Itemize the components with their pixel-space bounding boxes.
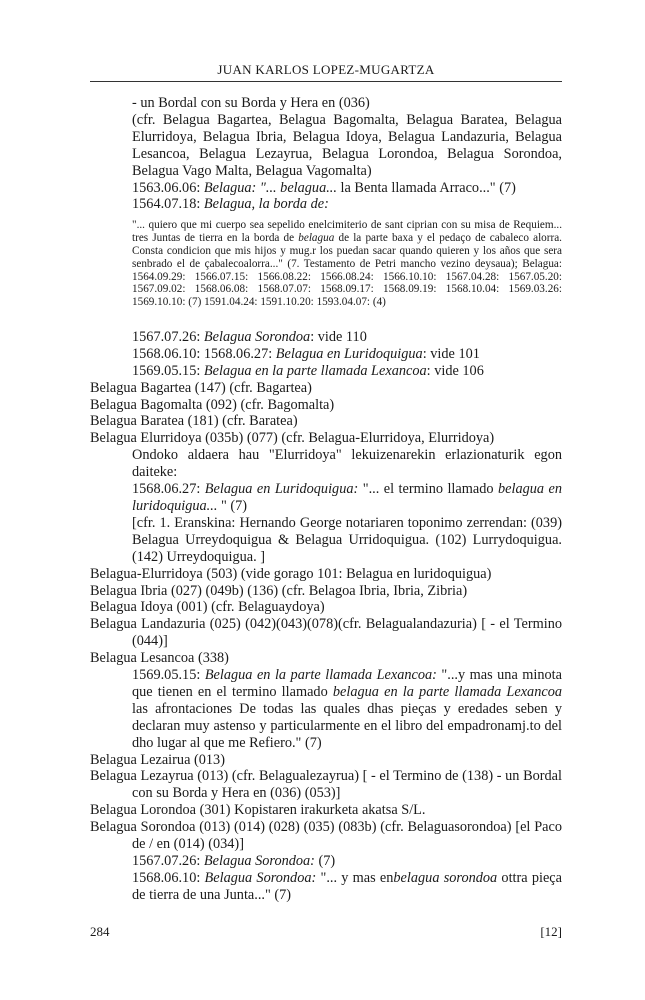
running-header: JUAN KARLOS LOPEZ-MUGARTZA <box>217 62 435 77</box>
entry-line: 1569.05.15: Belagua en la parte llamada Lexancoa: vide 106 <box>132 362 484 379</box>
entry-heading: Belagua Landazuria (025) (042)(043)(078)(cfr. Belagualandazuria) [ - el Termino (044)] <box>90 616 562 650</box>
entry-heading: Belagua Bagartea (147) (cfr. Bagartea) <box>90 379 312 396</box>
entry-heading: Belagua Idoya (001) (cfr. Belaguaydoya) <box>90 599 325 616</box>
page-number: 284 <box>90 924 110 939</box>
entry-line: 1568.06.27: Belagua en Luridoquigua: "... el termino llamado belagua en luridoquigua... " (7) <box>132 481 562 514</box>
entry-heading: Belagua Lesancoa (338) <box>90 650 229 667</box>
entry-heading: Belagua Lezayrua (013) (cfr. Belagualezayrua) [ - el Termino de (138) - un Bordal con su Borda y Hera en (036) (053)] <box>90 768 562 802</box>
entry-line: Ondoko aldaera hau "Elurridoya" lekuizenarekin erlazionaturik egon daiteke: <box>132 447 562 481</box>
entry-line: 1567.07.26: Belagua Sorondoa: vide 110 <box>132 328 367 345</box>
entry-heading: Belagua Elurridoya (035b) (077) (cfr. Belagua-Elurridoya, Elurridoya) <box>90 430 495 447</box>
entry-line: 1563.06.06: Belagua: "... belagua... la Benta llamada Arraco..." (7) <box>132 179 516 196</box>
header-rule <box>90 81 562 82</box>
entry-line: - un Bordal con su Borda y Hera en (036) <box>132 95 370 111</box>
entry-line: 1567.07.26: Belagua Sorondoa: (7) <box>132 853 336 870</box>
entry-heading: Belagua-Elurridoya (503) (vide gorago 101: Belagua en luridoquigua) <box>90 565 492 582</box>
body-text <box>90 95 562 904</box>
entry-line: 1568.06.10: Belagua Sorondoa: "... y mas enbelagua sorondoa ottra pieça de tierra de una Junta..." (7) <box>132 869 562 903</box>
entry-line: 1569.05.15: Belagua en la parte llamada Lexancoa: "...y mas una minota que tienen en el termino llamado belagua en la parte llamada Lexancoa las afrontaciones De todas las quales dhas pieças y eredades seben y declaran muy astenso y particularmente en el libro del empadronamj.to del dho lugar al que me Refiero." (7) <box>132 667 563 751</box>
entry-line: [cfr. 1. Eranskina: Hernando George notariaren toponimo zerrendan: (039) Belagua Urreydoquigua & Belagua Urridoquigua. (102) Lurrydoquigua. (142) Urreydoquigua. ] <box>132 514 562 565</box>
entry-line: 1564.07.18: Belagua, la borda de: <box>132 196 329 213</box>
entry-heading: Belagua Lezairua (013) <box>90 751 225 768</box>
entry-heading: Belagua Baratea (181) (cfr. Baratea) <box>90 413 298 430</box>
quote-block: "... quiero que mi cuerpo sea sepelido enelcimiterio de sant ciprian con su misa de Requiem... tres Juntas de tierra en la borda de belagua de la parte baxa y el pedaço de cabaleco alorra. Consta condicion que mis hijos y mug.r los puedan sacar quando quieren y los años que sera senbrado el de çabalecoalorra..." (7. Testamento de Petri mancho vezino deysaua); Belagua: 1564.09.29: 1566.07.15: 1566.08.22: 1566.08.24: 1566.10.10: 1567.04.28: 1567.05.20: 1567.09.02: 1568.06.08: 1568.07.07: 1568.09.17: 1568.09.19: 1568.10.04: 1569.03.26: 1569.10.10: (7) 1591.04.24: 1591.10.20: 1593.04.07: (4) <box>132 219 562 309</box>
entry-line: (cfr. Belagua Bagartea, Belagua Bagomalta, Belagua Baratea, Belagua Elurridoya, Belagua Ibria, Belagua Idoya, Belagua Landazuria, Belagua Lesancoa, Belagua Lezayrua, Belagua Lorondoa, Belagua Sorondoa, Belagua Vago Malta, Belagua Vagomalta) <box>132 111 562 179</box>
entry-heading: Belagua Bagomalta (092) (cfr. Bagomalta) <box>90 396 335 413</box>
entry-heading: Belagua Lorondoa (301) Kopistaren irakurketa akatsa S/L. <box>90 802 426 819</box>
entry-line: 1568.06.10: 1568.06.27: Belagua en Luridoquigua: vide 101 <box>132 345 480 362</box>
section-code: [12] <box>540 924 562 939</box>
entry-heading: Belagua Ibria (027) (049b) (136) (cfr. Belagoa Ibria, Ibria, Zibria) <box>90 582 468 599</box>
entry-heading: Belagua Sorondoa (013) (014) (028) (035) (083b) (cfr. Belaguasorondoa) [el Paco de / en (014) (034)] <box>90 819 562 853</box>
